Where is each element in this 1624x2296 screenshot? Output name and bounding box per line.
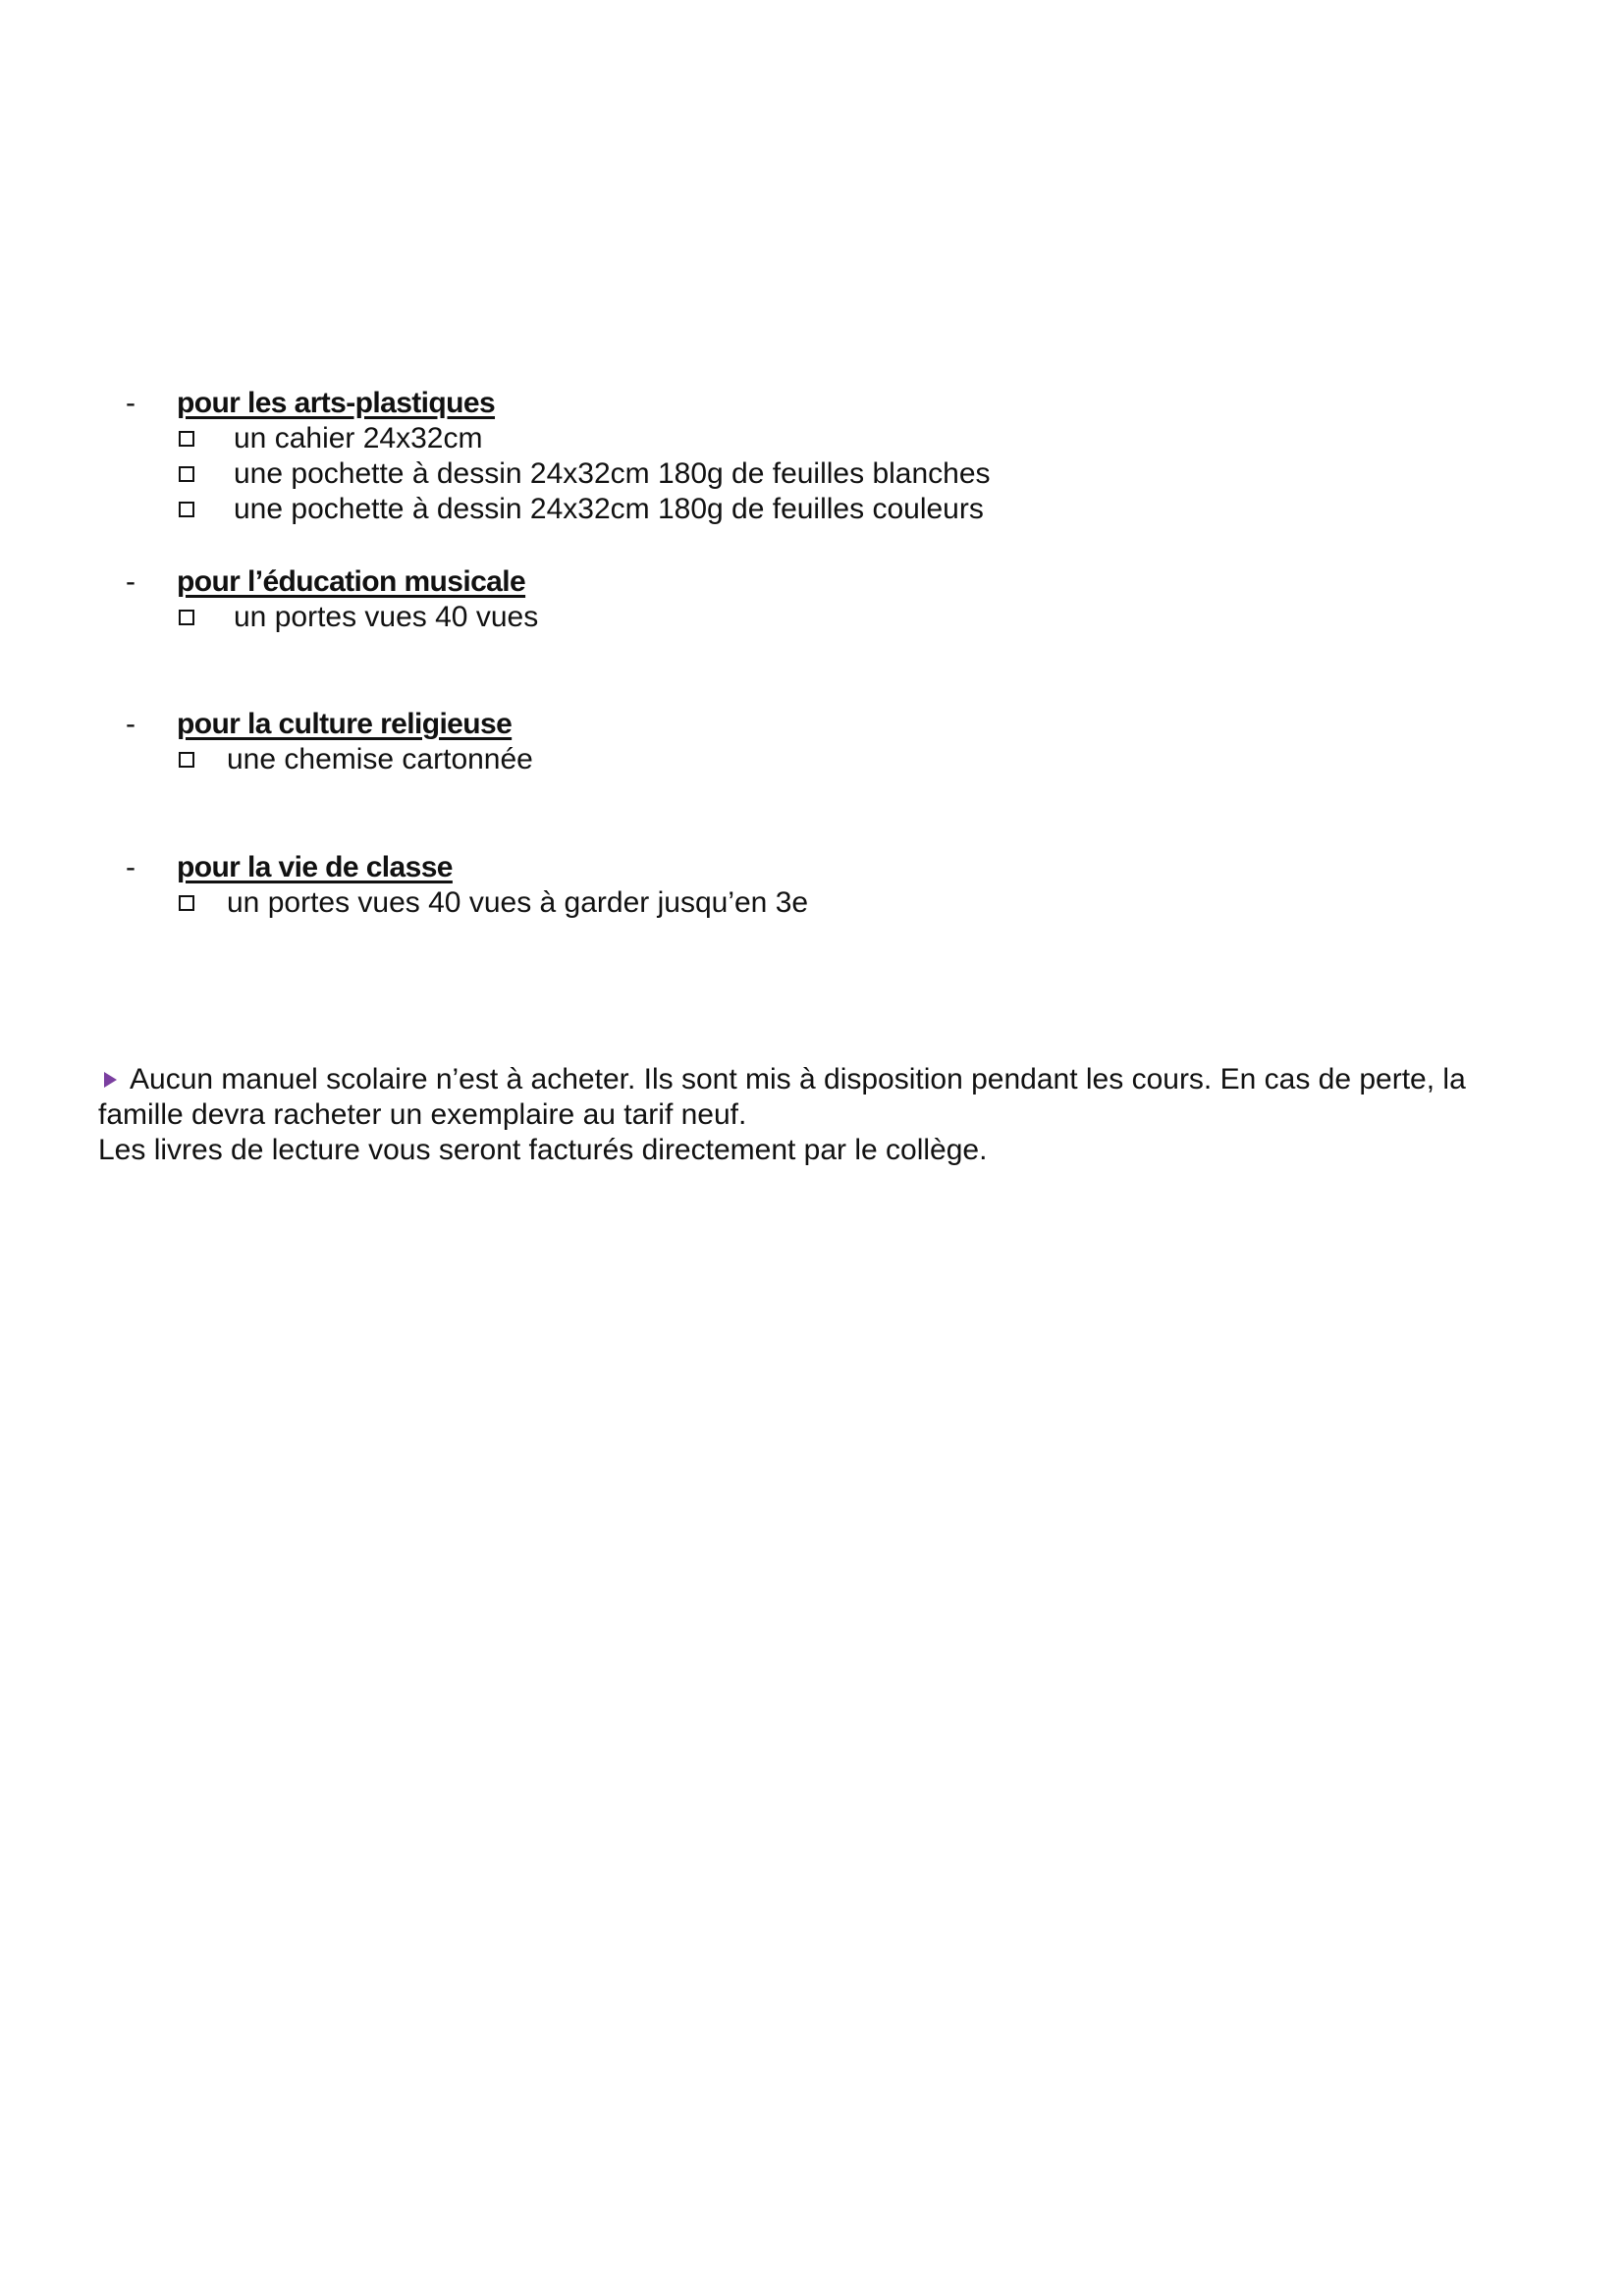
section-education-musicale [0, 564, 1624, 635]
list-item [0, 742, 1624, 777]
list-item [0, 421, 1624, 456]
note-paragraph [98, 1062, 1542, 1168]
section-heading [0, 850, 1624, 885]
note-text: famille devra racheter un exemplaire au tarif neuf. [98, 1098, 747, 1131]
section-heading [0, 564, 1624, 600]
note-text: Les livres de lecture vous seront facturés directement par le collège. [98, 1134, 988, 1166]
section-vie-de-classe [0, 850, 1624, 921]
list-item-label: une pochette à dessin 24x32cm 180g de feuilles blanches [234, 457, 991, 490]
section-heading [0, 386, 1624, 421]
note-line [98, 1062, 1542, 1097]
list-item [0, 492, 1624, 527]
checkbox-icon[interactable] [179, 895, 194, 911]
list-dash: - [126, 708, 135, 740]
section-culture-religieuse [0, 707, 1624, 777]
section-title: pour la vie de classe [177, 851, 453, 883]
list-item-label: une chemise cartonnée [227, 743, 533, 775]
note-line [98, 1133, 1542, 1168]
section-title: pour l’éducation musicale [177, 565, 526, 598]
checkbox-icon[interactable] [179, 431, 194, 447]
checkbox-icon[interactable] [179, 610, 194, 625]
list-item-label: un portes vues 40 vues [234, 601, 539, 633]
checkbox-icon[interactable] [179, 752, 194, 768]
list-item-label: une pochette à dessin 24x32cm 180g de feuilles couleurs [234, 493, 984, 525]
section-arts-plastiques [0, 386, 1624, 527]
section-title: pour la culture religieuse [177, 708, 513, 740]
section-heading [0, 707, 1624, 742]
list-item [0, 600, 1624, 635]
note-line [98, 1097, 1542, 1133]
list-item [0, 885, 1624, 921]
list-dash: - [126, 387, 135, 419]
checkbox-icon[interactable] [179, 466, 194, 482]
list-item-label: un portes vues 40 vues à garder jusqu’en 3e [227, 886, 809, 919]
arrow-right-icon [104, 1072, 117, 1088]
list-item [0, 456, 1624, 492]
list-dash: - [126, 851, 135, 883]
note-text: Aucun manuel scolaire n’est à acheter. Ils sont mis à disposition pendant les cours. En cas de perte, la [130, 1063, 1466, 1095]
checkbox-icon[interactable] [179, 502, 194, 517]
list-dash: - [126, 565, 135, 598]
list-item-label: un cahier 24x32cm [234, 422, 483, 454]
section-title: pour les arts-plastiques [177, 387, 496, 419]
